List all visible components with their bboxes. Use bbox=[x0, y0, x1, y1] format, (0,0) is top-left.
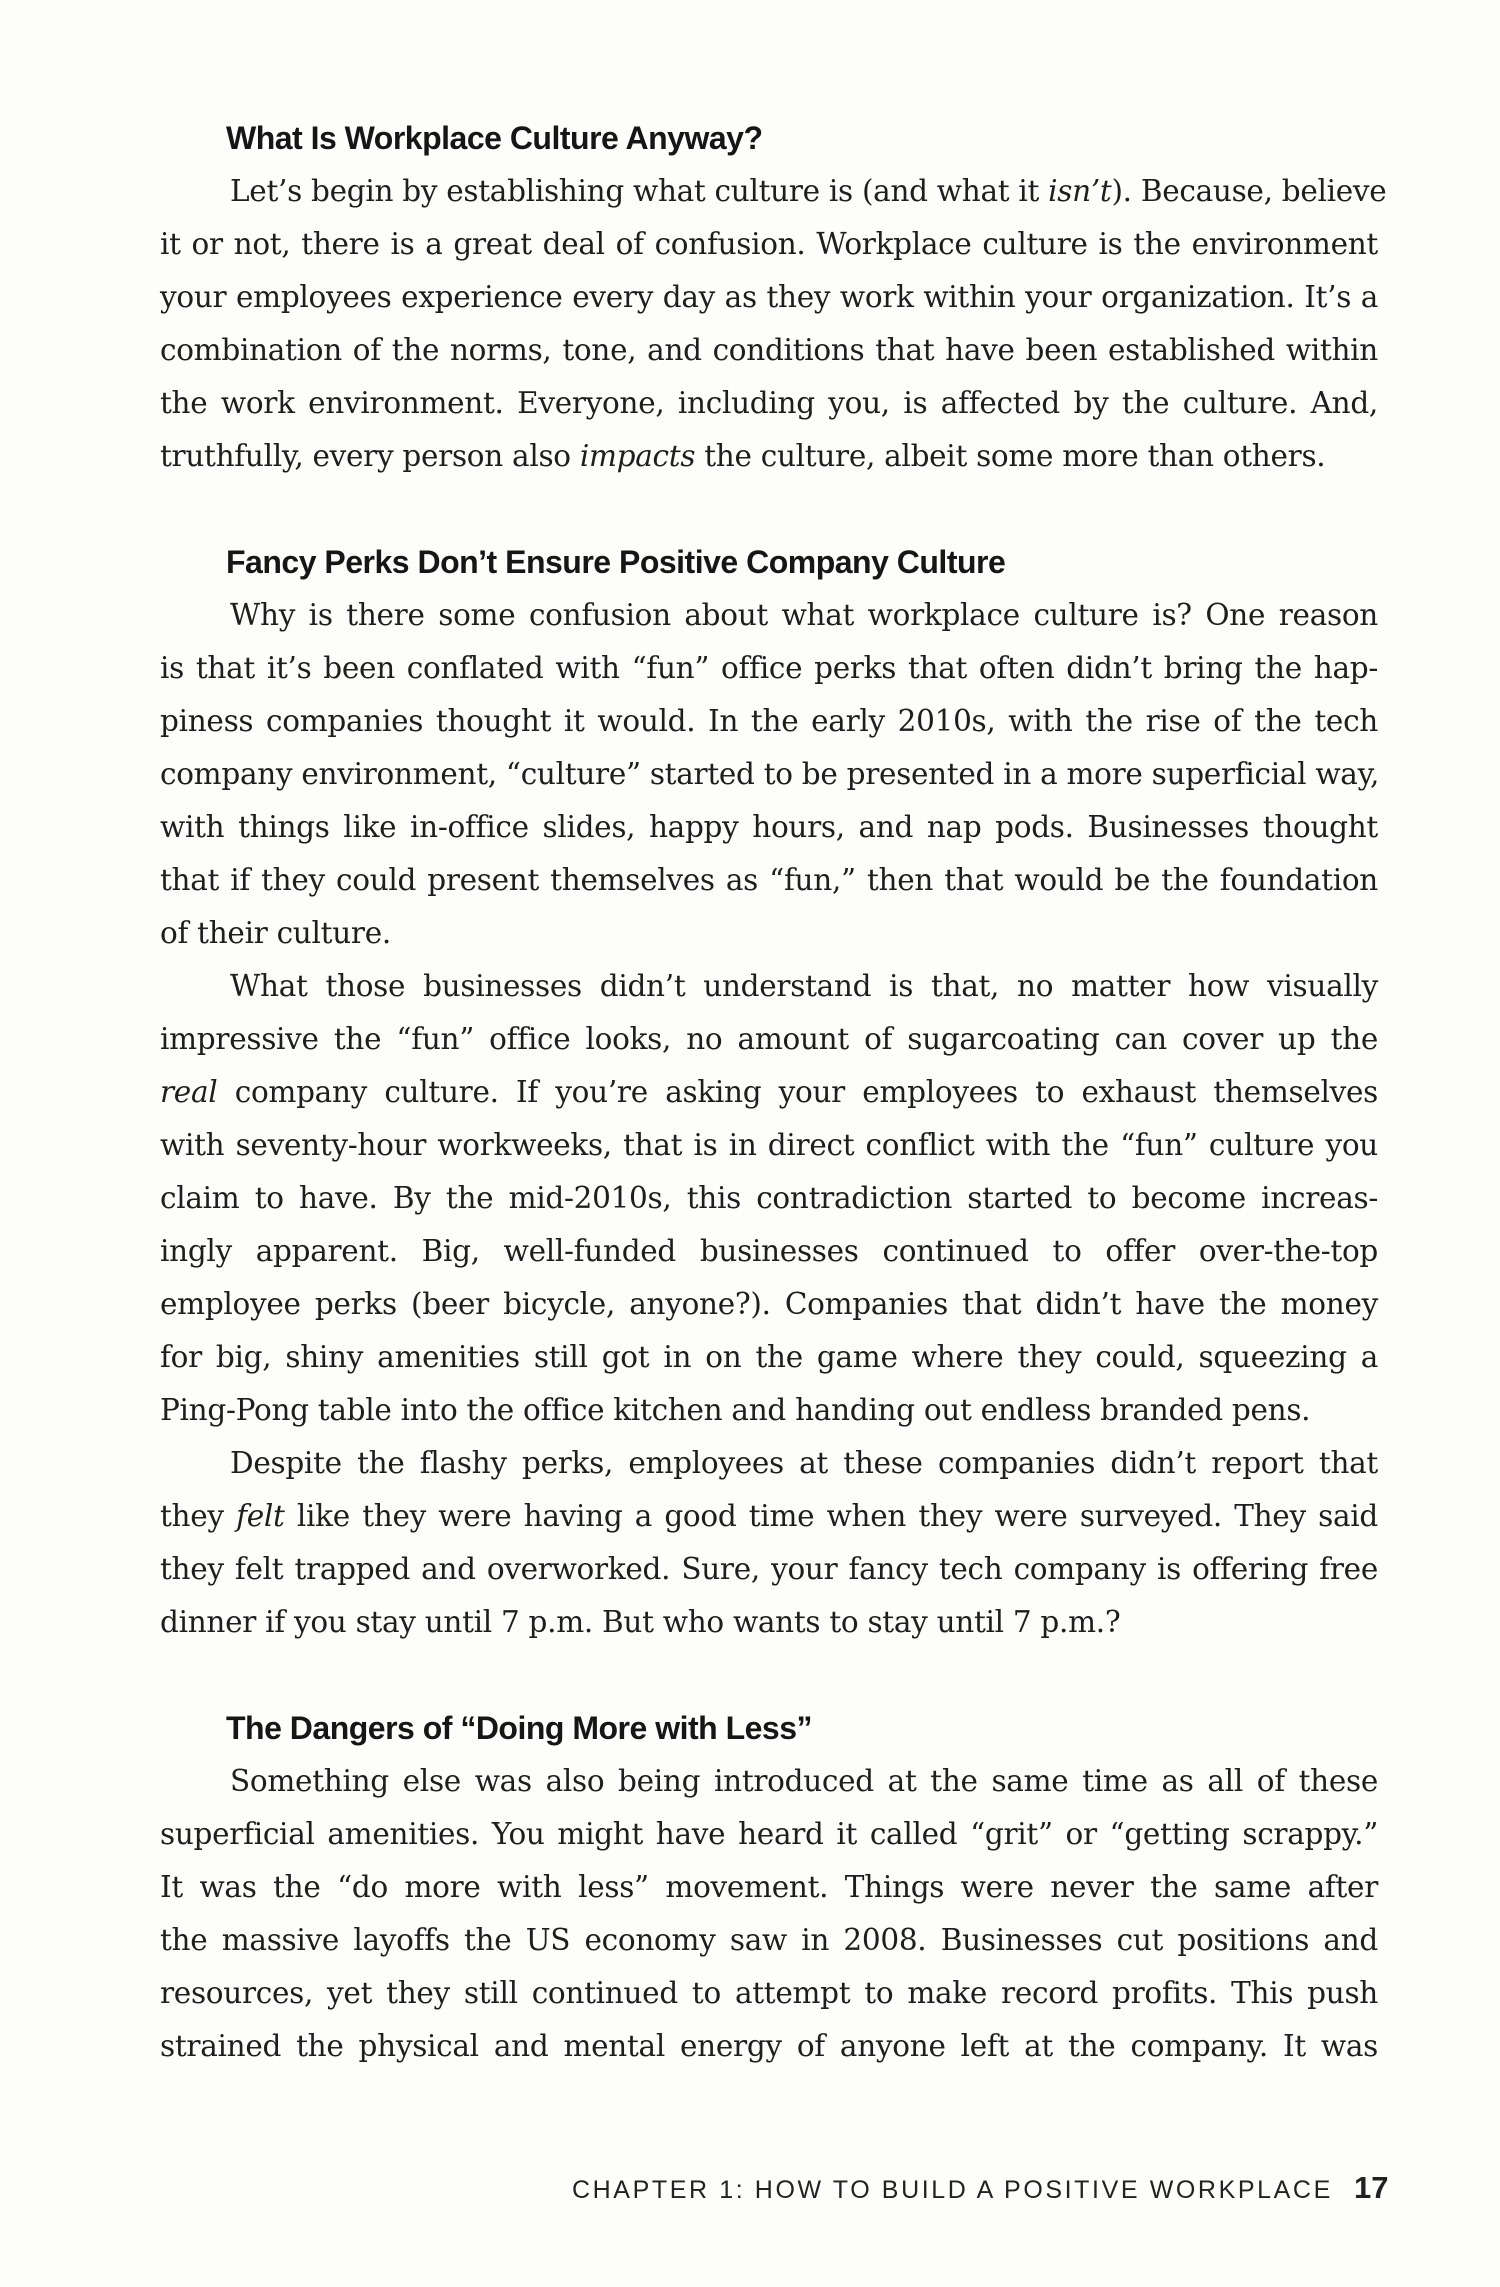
body-text: Despite the flashy perks, employees at these companies didn’t report that bbox=[230, 1446, 1378, 1480]
body-text: company culture. If you’re asking your employees to exhaust themselves bbox=[217, 1075, 1378, 1109]
body-text: with things like in-office slides, happy hours, and nap pods. Businesses thought bbox=[160, 810, 1378, 844]
body-text: ). Because, believe bbox=[1111, 174, 1387, 208]
emphasis-text: real bbox=[160, 1075, 218, 1109]
body-text: combination of the norms, tone, and conditions that have been established within bbox=[160, 333, 1378, 367]
text-line bbox=[160, 271, 1378, 324]
body-text: strained the physical and mental energy of anyone left at the company. It was bbox=[160, 2029, 1378, 2063]
text-line bbox=[160, 1013, 1378, 1066]
body-text: that if they could present themselves as “fun,” then that would be the foundation bbox=[160, 863, 1378, 897]
page-body bbox=[160, 112, 1387, 2073]
body-text: superficial amenities. You might have heard it called “grit” or “getting scrappy.” bbox=[160, 1817, 1378, 1851]
section-heading: Fancy Perks Don’t Ensure Positive Company Culture bbox=[226, 544, 1006, 580]
body-text: Why is there some confusion about what workplace culture is? One reason bbox=[230, 598, 1378, 632]
text-line bbox=[160, 960, 1378, 1013]
body-text: your employees experience every day as they work within your organization. It’s a bbox=[160, 280, 1378, 314]
text-line bbox=[160, 1437, 1378, 1490]
body-text: the culture, albeit some more than others. bbox=[695, 439, 1326, 473]
body-text: Let’s begin by establishing what culture is (and what it bbox=[230, 174, 1049, 208]
text-line bbox=[160, 1861, 1378, 1914]
running-head: CHAPTER 1: HOW TO BUILD A POSITIVE WORKPLACE bbox=[572, 2176, 1333, 2204]
body-text: It was the “do more with less” movement. Things were never the same after bbox=[160, 1870, 1378, 1904]
section-heading: What Is Workplace Culture Anyway? bbox=[226, 120, 763, 156]
body-text: truthfully, every person also bbox=[160, 439, 580, 473]
body-text: ingly apparent. Big, well-funded businesses continued to offer over-the-top bbox=[160, 1234, 1378, 1268]
text-line bbox=[160, 801, 1378, 854]
body-text: like they were having a good time when they were surveyed. They said bbox=[284, 1499, 1378, 1533]
text-line bbox=[160, 430, 1378, 483]
body-text: company environment, “culture” started to be presented in a more superficial way, bbox=[160, 757, 1380, 791]
body-text: it or not, there is a great deal of confusion. Workplace culture is the environment bbox=[160, 227, 1378, 261]
body-text: the work environment. Everyone, including you, is affected by the culture. And, bbox=[160, 386, 1378, 420]
text-line bbox=[160, 218, 1378, 271]
section-spacer bbox=[160, 1649, 1378, 1702]
emphasis-text: impacts bbox=[579, 439, 696, 473]
section-spacer bbox=[160, 483, 1378, 536]
text-line bbox=[160, 1755, 1378, 1808]
body-text: resources, yet they still continued to attempt to make record profits. This push bbox=[160, 1976, 1378, 2010]
body-text: piness companies thought it would. In the early 2010s, with the rise of the tech bbox=[160, 704, 1378, 738]
text-line bbox=[160, 1543, 1378, 1596]
body-text: of their culture. bbox=[160, 916, 391, 950]
text-line bbox=[160, 1490, 1378, 1543]
body-text: with seventy-hour workweeks, that is in direct conflict with the “fun” culture you bbox=[160, 1128, 1378, 1162]
body-text: for big, shiny amenities still got in on the game where they could, squeezing a bbox=[160, 1340, 1378, 1374]
body-text: the massive layoffs the US economy saw in 2008. Businesses cut positions and bbox=[160, 1923, 1378, 1957]
emphasis-text: felt bbox=[236, 1499, 285, 1533]
text-line bbox=[160, 2020, 1378, 2073]
body-text: is that it’s been conflated with “fun” office perks that often didn’t bring the hap- bbox=[160, 651, 1378, 685]
text-line bbox=[160, 1596, 1378, 1649]
text-line bbox=[160, 1808, 1378, 1861]
body-text: they felt trapped and overworked. Sure, your fancy tech company is offering free bbox=[160, 1552, 1378, 1586]
body-text: claim to have. By the mid-2010s, this contradiction started to become increas- bbox=[160, 1181, 1378, 1215]
body-text: impressive the “fun” office looks, no amount of sugarcoating can cover up the bbox=[160, 1022, 1378, 1056]
text-line bbox=[160, 1066, 1378, 1119]
body-text: employee perks (beer bicycle, anyone?). Companies that didn’t have the money bbox=[160, 1287, 1378, 1321]
text-line bbox=[160, 1278, 1378, 1331]
body-text: Ping-Pong table into the office kitchen and handing out endless branded pens. bbox=[160, 1393, 1311, 1427]
body-text: dinner if you stay until 7 p.m. But who wants to stay until 7 p.m.? bbox=[160, 1605, 1121, 1639]
text-line bbox=[160, 1967, 1378, 2020]
emphasis-text: isn’t bbox=[1048, 174, 1112, 208]
section-heading: The Dangers of “Doing More with Less” bbox=[226, 1710, 812, 1746]
body-text: What those businesses didn’t understand is that, no matter how visually bbox=[230, 969, 1378, 1003]
page-number: 17 bbox=[1354, 2170, 1389, 2205]
text-line bbox=[160, 1384, 1378, 1437]
text-line bbox=[160, 1914, 1378, 1967]
text-line bbox=[160, 324, 1378, 377]
text-line bbox=[160, 748, 1378, 801]
text-line bbox=[160, 377, 1378, 430]
text-line bbox=[160, 695, 1378, 748]
body-text: Something else was also being introduced at the same time as all of these bbox=[230, 1764, 1378, 1798]
text-line bbox=[160, 642, 1378, 695]
text-line bbox=[160, 907, 1378, 960]
body-text: they bbox=[160, 1499, 237, 1533]
text-line bbox=[160, 589, 1378, 642]
text-line bbox=[160, 854, 1378, 907]
text-line bbox=[160, 1119, 1378, 1172]
text-line bbox=[160, 165, 1387, 218]
text-line bbox=[160, 1172, 1378, 1225]
text-line bbox=[160, 1331, 1378, 1384]
text-line bbox=[160, 1225, 1378, 1278]
